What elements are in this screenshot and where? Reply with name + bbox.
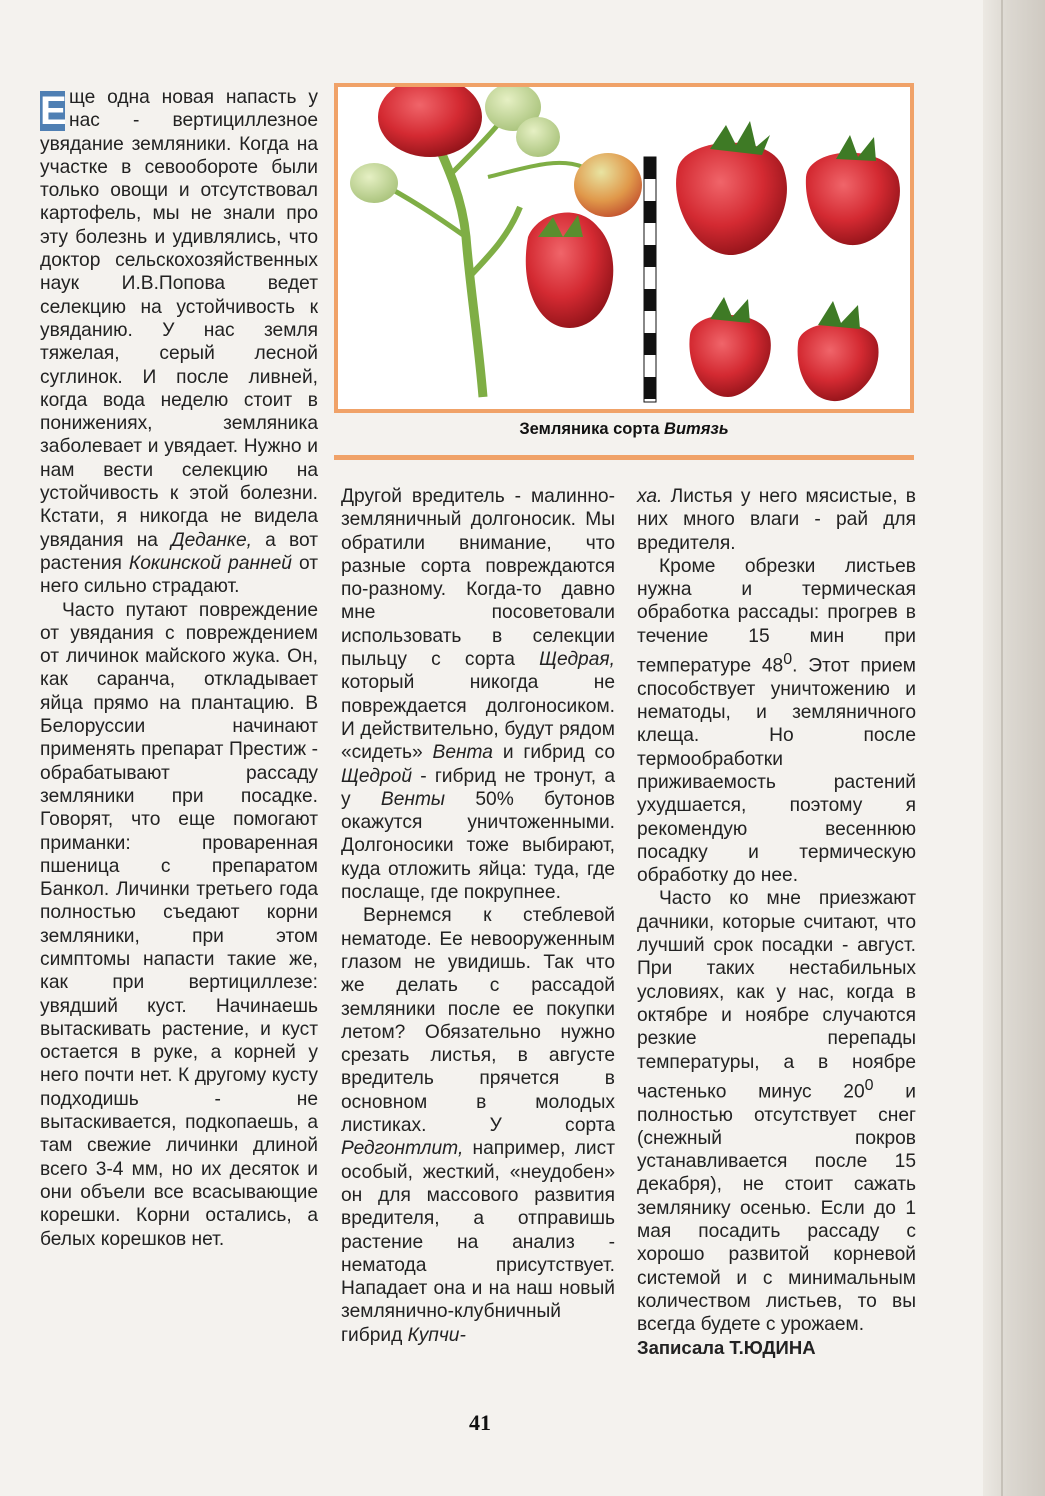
- col1-paragraph-1: [40, 86, 318, 599]
- variety-name: Деданке,: [171, 529, 252, 551]
- text: Часто ко мне приезжают дачники, которые считают, что лучший срок посадки - август. При таких нестабильных условиях, как у нас, когда в октябре и ноябре случаются резкие перепады температуры, а в ноябре частенько минус 20: [637, 888, 916, 1103]
- text: Другой вредитель - малинно-земляничный долгоносик. Мы обратили внимание, что разные сорта повреждаются по-разному. Когда-то давно мне посоветовали использовать в селекции пыльцу с сорта: [341, 486, 615, 671]
- variety-name: Вента: [432, 742, 493, 764]
- caption-text: Земляника сорта: [519, 420, 665, 438]
- drop-cap: Е: [40, 89, 67, 133]
- variety-name: Щедрой: [341, 765, 412, 787]
- degree-mark: 0: [864, 1076, 874, 1094]
- text: и полностью отсутствует снег (снежный покров устанавливается после 15 декабря), не стоит сажать землянику осенью. Если до 1 мая посадить рассаду с хорошо развитой корневой системой и с минимальным количеством листьев, то вы всегда будете с урожаем.: [637, 1081, 916, 1336]
- text: например, лист особый, жесткий, «неудобен» он для массового развития вредителя, а отправишь растение на анализ - нематода присутствует. Нападает она и на наш новый землянично-клубничный гибрид: [341, 1138, 615, 1346]
- strawberry-photo: [334, 83, 914, 413]
- text: . Этот прием способствует уничтожению и нематоды, и земляничного клеща. Но после термообработки приживаемость растений ухудшается, поэтому я рекомендую весеннюю посадку и термическую обработку до нее.: [637, 655, 916, 887]
- variety-name: Венты: [380, 788, 446, 810]
- col1-paragraph-2: Часто путают повреждение от увядания с повреждением от личинок майского жука. Он, как саранча, откладывает яйца прямо на плантацию. В Белоруссии начинают применять препарат Престиж - обрабатывают рассаду земляники при посадке. Говорят, что еще помогают приманки: проваренная пшеница с препаратом Банкол. Личинки третьего года полностью съедают корни земляники, при этом симптомы напасти такие же, как при вертициллезе: увядший куст. Начинаешь вытаскивать растение, и куст остается в руке, а корней у него почти нет. К другому кусту подходишь - не вытаскивается, подкопаешь, а там свежие личинки длиной всего 3-4 мм, но их десяток и они объели все всасывающие корешки. Корни остались, а белых корешков нет.: [40, 599, 318, 1250]
- text: ще одна новая напасть у нас - вертициллезное увядание земляники. Когда на участке в севообороте были только овощи и отсутствовал картофель, мы не знали про эту болезнь и удивлялись, что доктор сельскохозяйственных наук И.В.Попова ведет селекцию на устойчивость к увяданию. У нас земля тяжелая, серый лесной суглинок. И после ливней, когда вода неделю стоит в понижениях, земляника заболевает и увядает. Нужно и нам вести селекцию на устойчивость к этой болезни. Кстати, я никогда не видела увядания на: [40, 87, 318, 551]
- variety-name: Купчи-: [407, 1324, 466, 1346]
- col3-paragraph-1: [637, 485, 916, 555]
- col3-paragraph-2: [637, 555, 916, 888]
- column-3: [637, 485, 916, 1360]
- col3-paragraph-3: [637, 887, 916, 1336]
- variety-name: Щедрая,: [539, 649, 615, 671]
- text: Вернемся к стеблевой нематоде. Ее невооруженным глазом не увидишь. Так что же делать с рассадой земляники после ее покупки летом? Обязательно нужно срезать листья, в августе вредитель прячется в основном в молодых листиках. У сорта: [341, 905, 615, 1137]
- author-signature: Записала Т.ЮДИНА: [637, 1337, 816, 1359]
- strawberry-illustration: [338, 87, 910, 409]
- variety-name: ха.: [637, 486, 663, 507]
- page-edge: [983, 0, 1045, 1496]
- text: который никогда не повреждается долгоносиком. И действительно, будут рядом «сидеть»: [341, 672, 615, 764]
- caption-rule: [334, 455, 914, 460]
- col2-paragraph-2: [341, 904, 615, 1347]
- caption-variety: Витязь: [664, 420, 729, 438]
- degree-mark: 0: [783, 651, 793, 669]
- text: Кроме обрезки листьев нужна и термическая обработка рассады: прогрев в течение 15 мин при температуре 48: [637, 555, 916, 677]
- variety-name: Кокинской ранней: [128, 552, 292, 574]
- text: - гибрид не тронут, а у: [341, 765, 615, 810]
- variety-name: Редгонтлит,: [341, 1138, 464, 1160]
- text: а вот растения: [40, 529, 318, 574]
- text: от него сильно страдают.: [40, 552, 319, 598]
- text: Листья у него мясистые, в них много влаги - рай для вредителя.: [637, 486, 916, 554]
- col2-paragraph-1: [341, 485, 615, 904]
- column-2: [341, 485, 615, 1347]
- text: и гибрид со: [492, 742, 616, 764]
- photo-caption: [334, 420, 914, 439]
- column-1: [40, 86, 318, 1251]
- page-number: 41: [469, 1410, 491, 1435]
- text: 50% бутонов окажутся уничтоженными. Долгоносики тоже выбирают, куда отложить яйца: туда, где послаще, где покрупнее.: [341, 788, 615, 904]
